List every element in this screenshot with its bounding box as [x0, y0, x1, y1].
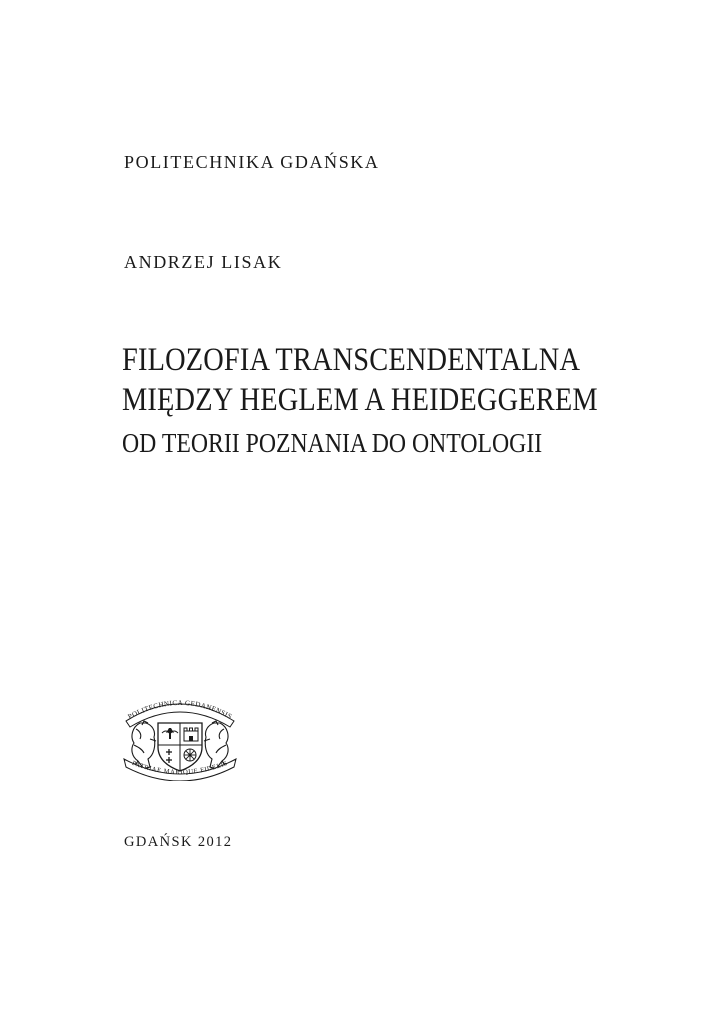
book-title — [122, 340, 675, 460]
imprint-place-year: GDAŃSK 2012 — [124, 834, 233, 850]
publisher-name: POLITECHNIKA GDAŃSKA — [124, 152, 380, 172]
book-subtitle: OD TEORII POZNANIA DO ONTOLOGII — [122, 428, 543, 458]
emblem-top-ribbon: POLITECHNICA GEDANENSIS — [126, 698, 234, 721]
title-line-2: MIĘDZY HEGLEM A HEIDEGGEREM — [122, 382, 598, 418]
politechnika-gdanska-coat-of-arms-icon — [120, 693, 240, 781]
emblem-bottom-ribbon: PATRIAE MARIQUE FIDELIS — [130, 759, 230, 777]
title-line-1: FILOZOFIA TRANSCENDENTALNA — [122, 342, 581, 378]
author-name: ANDRZEJ LISAK — [124, 252, 283, 272]
